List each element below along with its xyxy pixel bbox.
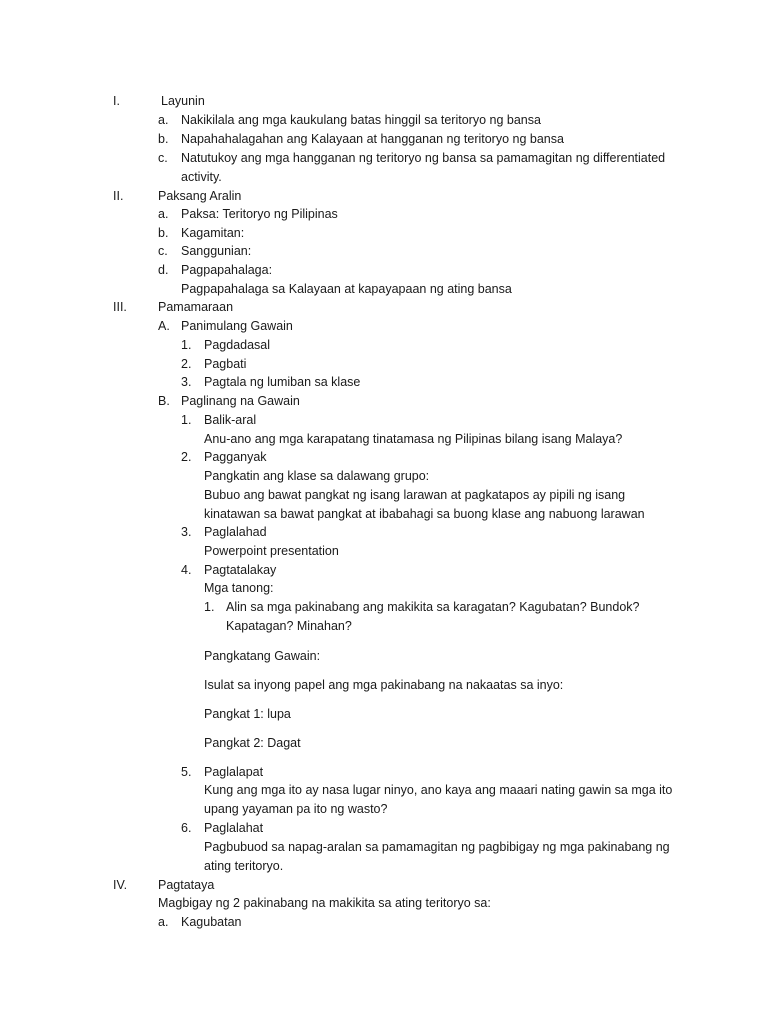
list-marker: b.	[158, 132, 169, 146]
list-marker: c.	[158, 151, 168, 165]
list-item-text: Napahahalagahan ang Kalayaan at hangganan ng teritoryo ng bansa	[181, 132, 564, 146]
list-item-text: Nakikilala ang mga kaukulang batas hinggil sa teritoryo ng bansa	[181, 113, 541, 127]
list-marker: 4.	[181, 563, 192, 577]
list-marker: a.	[158, 915, 169, 929]
paragraph-line: Kung ang mga ito ay nasa lugar ninyo, ano kaya ang maaari nating gawin sa mga ito	[204, 783, 673, 797]
section-title: Pamamaraan	[158, 300, 234, 314]
list-item-text: Paglalapat	[204, 765, 264, 779]
paragraph-line: Mga tanong:	[204, 581, 274, 595]
list-item-text: Paglalahat	[204, 821, 264, 835]
list-item-text: Sanggunian:	[181, 244, 252, 258]
list-marker: 3.	[181, 375, 192, 389]
list-marker: 1.	[181, 413, 192, 427]
list-marker: d.	[158, 263, 169, 277]
section-title: Paksang Aralin	[158, 189, 242, 203]
list-item-text: Natutukoy ang mga hangganan ng teritoryo ng bansa sa pamamagitan ng differentiated	[181, 151, 666, 165]
section-numeral: I.	[113, 94, 120, 108]
section-numeral: III.	[113, 300, 127, 314]
paragraph-line: Powerpoint presentation	[204, 544, 339, 558]
list-item-text: Kagubatan	[181, 915, 242, 929]
subsection-title: Panimulang Gawain	[181, 319, 293, 333]
list-item-text: Pagdadasal	[204, 338, 271, 352]
subsection-marker: A.	[158, 319, 170, 333]
list-marker: 5.	[181, 765, 192, 779]
paragraph-line: Isulat sa inyong papel ang mga pakinabang na nakaatas sa inyo:	[204, 678, 564, 692]
list-item-continuation: Pagpapahalaga sa Kalayaan at kapayapaan ng ating bansa	[181, 282, 512, 296]
list-item-text: Kagamitan:	[181, 226, 245, 240]
paragraph-line: Pagbubuod sa napag-aralan sa pamamagitan ng pagbibigay ng mga pakinabang ng	[204, 840, 670, 854]
section-title: Pagtataya	[158, 878, 215, 892]
list-item-text: Pagganyak	[204, 450, 267, 464]
question-text: Alin sa mga pakinabang ang makikita sa karagatan? Kagubatan? Bundok?	[226, 600, 640, 614]
list-marker: 6.	[181, 821, 192, 835]
paragraph-line: ating teritoryo.	[204, 859, 284, 873]
list-item-text: Paglalahad	[204, 525, 267, 539]
list-marker: 3.	[181, 525, 192, 539]
list-item-text: Paksa: Teritoryo ng Pilipinas	[181, 207, 338, 221]
list-marker: b.	[158, 226, 169, 240]
list-marker: 1.	[204, 600, 215, 614]
paragraph-line: Bubuo ang bawat pangkat ng isang larawan at pagkatapos ay pipili ng isang	[204, 488, 626, 502]
paragraph-line: Pangkat 2: Dagat	[204, 736, 301, 750]
paragraph-line: Pangkat 1: lupa	[204, 707, 291, 721]
list-marker: a.	[158, 207, 169, 221]
paragraph-line: Pangkatang Gawain:	[204, 649, 321, 663]
section-title: Layunin	[161, 94, 205, 108]
question-continuation: Kapatagan? Minahan?	[226, 619, 352, 633]
paragraph-line: Anu-ano ang mga karapatang tinatamasa ng Pilipinas bilang isang Malaya?	[204, 432, 623, 446]
list-marker: c.	[158, 244, 168, 258]
list-marker: 1.	[181, 338, 192, 352]
list-item-text: Pagtatalakay	[204, 563, 277, 577]
list-item-text: Pagpapahalaga:	[181, 263, 273, 277]
list-item-continuation: activity.	[181, 170, 222, 184]
list-item-text: Pagtala ng lumiban sa klase	[204, 375, 361, 389]
paragraph-line: upang yayaman pa ito ng wasto?	[204, 802, 388, 816]
list-item-text: Balik-aral	[204, 413, 257, 427]
section-numeral: IV.	[113, 878, 128, 892]
paragraph-line: kinatawan sa bawat pangkat at ibabahagi sa buong klase ang nabuong larawan	[204, 507, 645, 521]
paragraph-line: Pangkatin ang klase sa dalawang grupo:	[204, 469, 430, 483]
list-marker: 2.	[181, 450, 192, 464]
list-marker: a.	[158, 113, 169, 127]
subsection-marker: B.	[158, 394, 170, 408]
subsection-title: Paglinang na Gawain	[181, 394, 300, 408]
list-item-text: Pagbati	[204, 357, 247, 371]
list-marker: 2.	[181, 357, 192, 371]
paragraph-line: Magbigay ng 2 pakinabang na makikita sa ating teritoryo sa:	[158, 896, 491, 910]
section-numeral: II.	[113, 189, 124, 203]
